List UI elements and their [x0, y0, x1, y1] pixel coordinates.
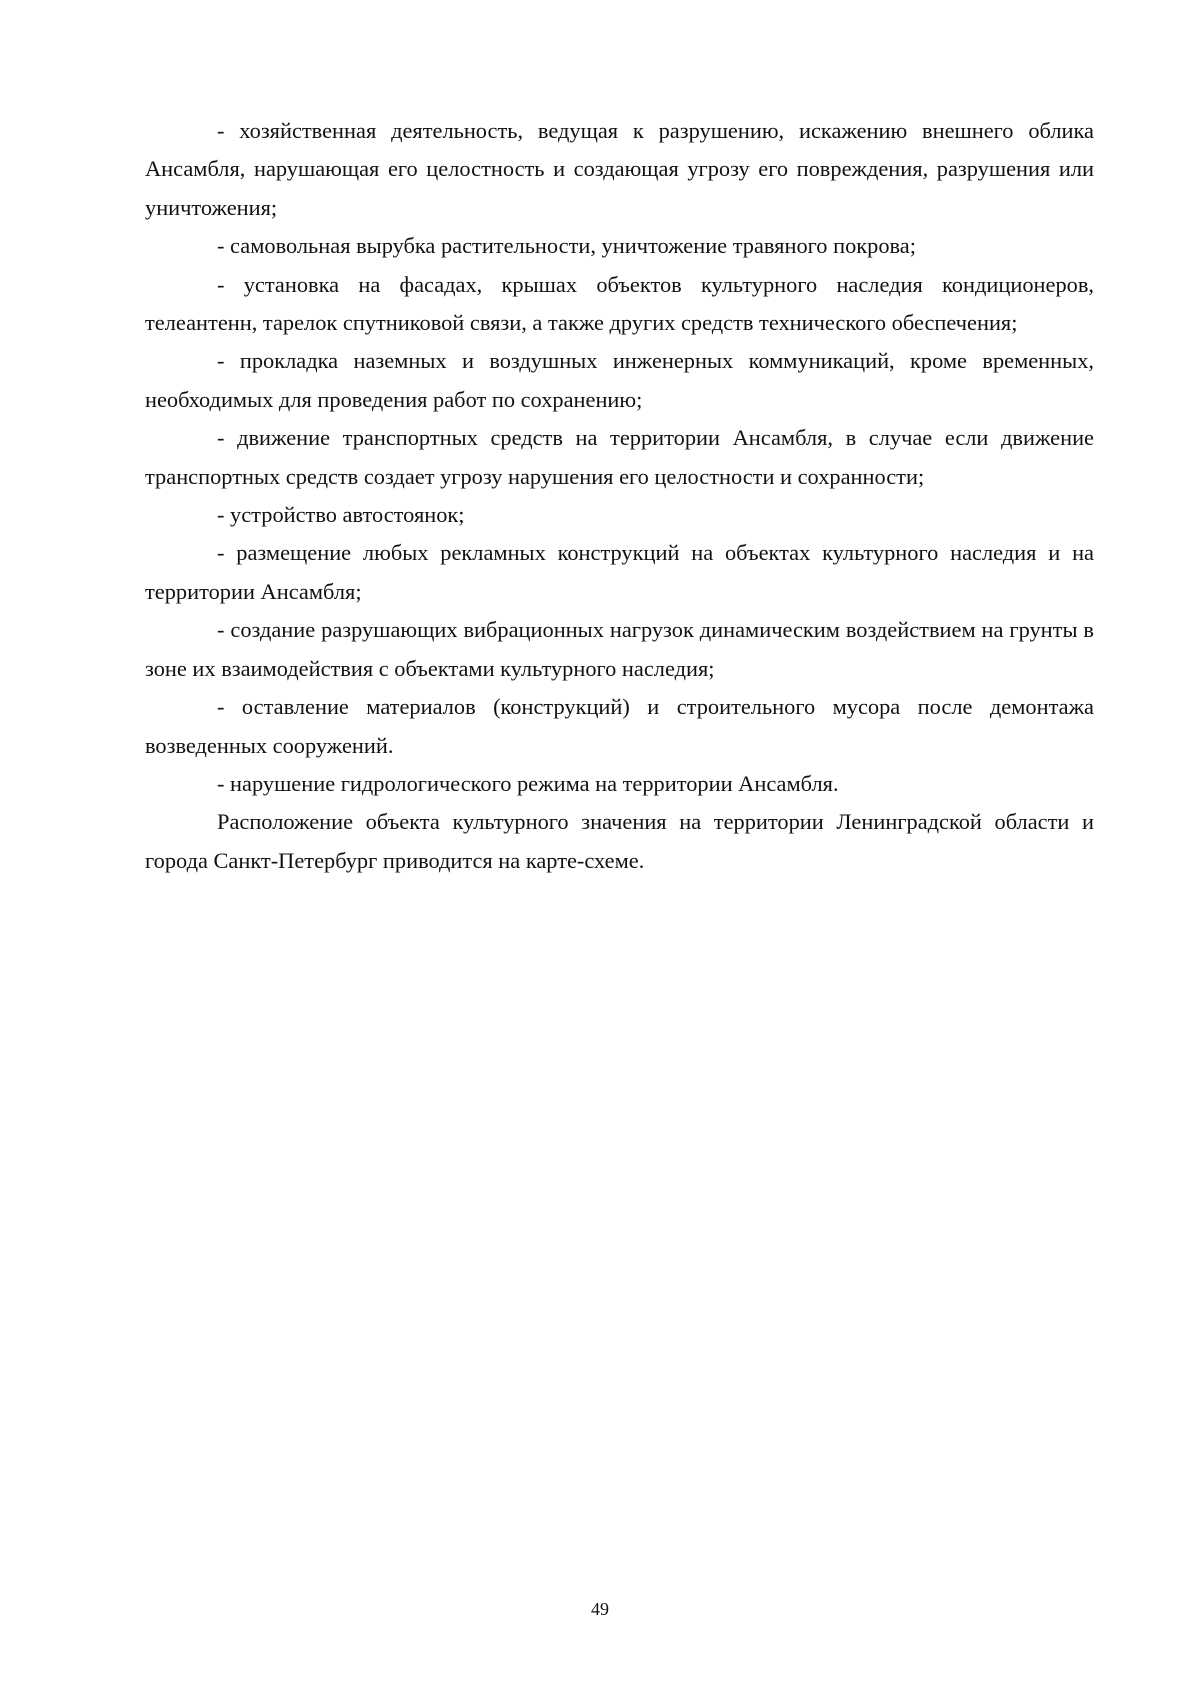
list-item-economic-activity: - хозяйственная деятельность, ведущая к разрушению, искажению внешнего облика Ансамбля, нарушающая его целостность и создающая угрозу его повреждения, разрушения или уничтожения;: [145, 118, 1094, 220]
list-item-tree-cutting: - самовольная вырубка растительности, уничтожение травяного покрова;: [217, 233, 916, 259]
list-item-parking: - устройство автостоянок;: [217, 502, 465, 528]
list-item-utilities: - прокладка наземных и воздушных инженерных коммуникаций, кроме временных, необходимых для проведения работ по сохранению;: [145, 348, 1094, 412]
document-body: [145, 112, 1094, 880]
list-item-advertising: - размещение любых рекламных конструкций на объектах культурного наследия и на территории Ансамбля;: [145, 540, 1094, 604]
list-item-vibration-loads: - создание разрушающих вибрационных нагрузок динамическим воздействием на грунты в зоне их взаимодействия с объектами культурного наследия;: [145, 617, 1094, 681]
list-item-hydrological-regime: - нарушение гидрологического режима на территории Ансамбля.: [217, 770, 839, 796]
closing-paragraph: Расположение объекта культурного значения на территории Ленинградской области и города Санкт-Петербург приводится на карте-схеме.: [145, 809, 1094, 873]
list-item-construction-debris: - оставление материалов (конструкций) и строительного мусора после демонтажа возведенных сооружений.: [145, 694, 1094, 758]
list-item-vehicle-traffic: - движение транспортных средств на территории Ансамбля, в случае если движение транспортных средств создает угрозу нарушения его целостности и сохранности;: [145, 425, 1094, 489]
list-item-facade-equipment: - установка на фасадах, крышах объектов культурного наследия кондиционеров, телеантенн, тарелок спутниковой связи, а также других средств технического обеспечения;: [145, 271, 1094, 336]
page-number: 49: [591, 1599, 609, 1619]
